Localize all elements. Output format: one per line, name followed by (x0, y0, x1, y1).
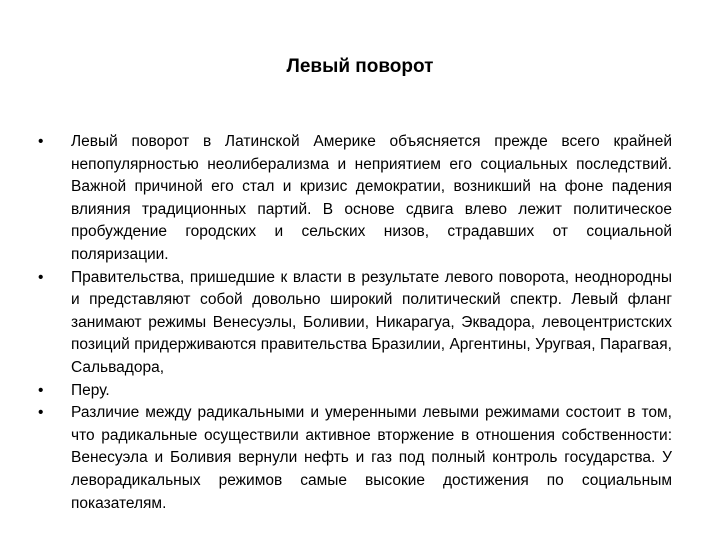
bullet-item (38, 267, 672, 380)
bullet-icon: • (38, 268, 44, 286)
bullet-icon: • (38, 381, 44, 399)
bullet-text: Правительства, пришедшие к власти в результате левого поворота, неоднородны и представляют собой довольно широкий политический спектр. Левый фланг занимают режимы Венесуэлы, Боливии, Никарагуа, Эквадора, левоцентристских позиций придерживаются правительства Бразилии, Аргентины, Уругвая, Парагвая, Сальвадора, (71, 268, 672, 376)
bullet-text: Перу. (71, 381, 110, 399)
bullet-list (38, 131, 672, 515)
bullet-icon: • (38, 404, 44, 422)
bullet-text: Различие между радикальными и умеренными левыми режимами состоит в том, что радикальные осуществили активное вторжение в отношения собственности: Венесуэла и Боливия вернули нефть и газ под полный контроль государства. У леворадикальных режимов самые высокие достижения по социальным показателям. (71, 404, 672, 512)
slide-title: Левый поворот (286, 56, 434, 77)
bullet-item (38, 380, 672, 403)
bullet-icon: • (38, 133, 44, 150)
bullet-text: Левый поворот в Латинской Америке объясняется прежде всего крайней непопулярностью неолиберализма и неприятием его социальных последствий. Важной причиной его стал и кризис демократии, возникший на фоне падения влияния традиционных партий. В основе сдвига влево лежит политическое пробуждение городских и сельских низов, страдавших от социальной поляризации. (71, 133, 672, 263)
bullet-item (38, 402, 672, 515)
bullet-item (38, 131, 672, 267)
